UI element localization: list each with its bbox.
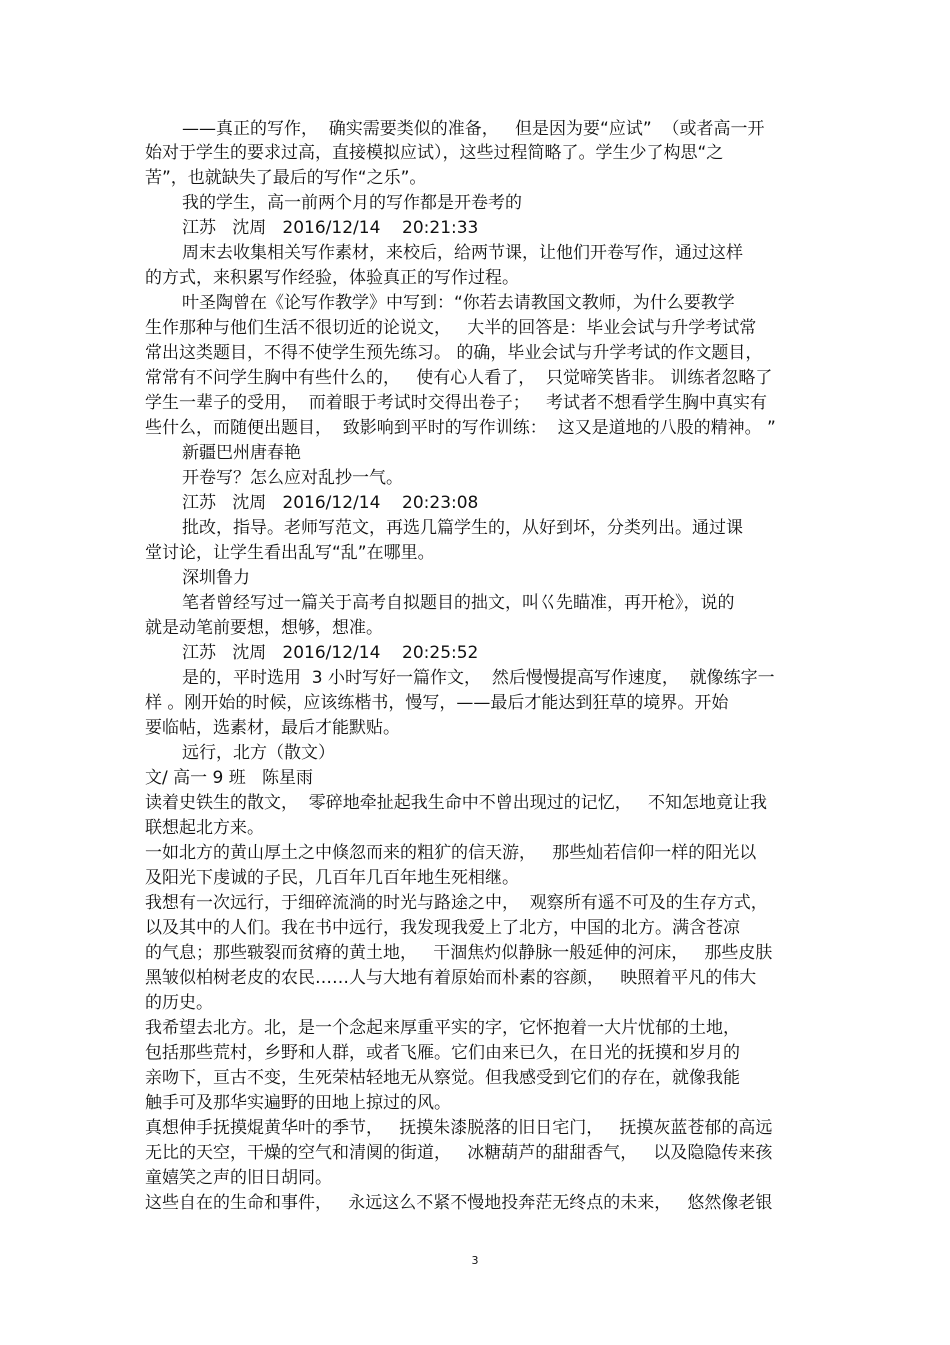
text-line: 开卷写？怎么应对乱抄一气。 bbox=[182, 468, 403, 488]
text-line: 要临帖，选素材，最后才能默贴。 bbox=[145, 718, 400, 738]
text-line: 亲吻下，亘古不变，生死荣枯轻地无从察觉。但我感受到它们的存在，就像我能 bbox=[145, 1068, 740, 1088]
text-line: 笔者曾经写过一篇关于高考自拟题目的拙文，叫巜先瞄准，再开枪》，说的 bbox=[182, 593, 735, 613]
text-line: 是的，平时选用 3 小时写好一篇作文， 然后慢慢提高写作速度， 就像练字一 bbox=[182, 668, 775, 688]
text-line: 常常有不问学生胸中有些什么的， 使有心人看了， 只觉啼笑皆非。 训练者忽略了 bbox=[145, 368, 773, 388]
text-line: 学生一辈子的受用， 而着眼于考试时交得出卷子； 考试者不想看学生胸中真实有 bbox=[145, 393, 768, 413]
text-line: 触手可及那华实遍野的田地上掠过的风。 bbox=[145, 1093, 451, 1113]
text-line: 一如北方的黄山厚土之中倏忽而来的粗犷的信天游， 那些灿若信仰一样的阳光以 bbox=[145, 843, 757, 863]
text-line: 童嬉笑之声的旧日胡同。 bbox=[145, 1168, 332, 1188]
text-line: 包括那些荒村，乡野和人群，或者飞雁。它们由来已久，在日光的抚摸和岁月的 bbox=[145, 1043, 740, 1063]
text-line: 生作那种与他们生活不很切近的论说文， 大半的回答是：毕业会试与升学考试常 bbox=[145, 318, 757, 338]
text-line: ——真正的写作， 确实需要类似的准备， 但是因为要“应试” （或者高一开 bbox=[182, 119, 765, 139]
text-line: 的历史。 bbox=[145, 993, 213, 1013]
text-line: 深圳鲁力 bbox=[182, 568, 250, 588]
text-line: 江苏 沈周 2016/12/14 20:23:08 bbox=[182, 493, 479, 513]
text-line: 江苏 沈周 2016/12/14 20:21:33 bbox=[182, 218, 479, 238]
text-line: 这些自在的生命和事件， 永远这么不紧不慢地投奔茫无终点的未来， 悠然像老银 bbox=[145, 1193, 773, 1213]
text-line: 文/ 高一 9 班 陈星雨 bbox=[145, 768, 313, 788]
text-line: 我的学生，高一前两个月的写作都是开卷考的 bbox=[182, 193, 522, 213]
text-line: 些什么，而随便出题目， 致影响到平时的写作训练： 这又是道地的八股的精神。 ” bbox=[145, 418, 776, 438]
text-line: 的方式，来积累写作经验，体验真正的写作过程。 bbox=[145, 268, 519, 288]
text-line: 苦”，也就缺失了最后的写作“之乐”。 bbox=[145, 168, 427, 188]
text-line: 常出这类题目，不得不使学生预先练习。 的确，毕业会试与升学考试的作文题目， bbox=[145, 343, 763, 363]
text-line: 就是动笔前要想，想够，想准。 bbox=[145, 618, 383, 638]
page-number: 3 bbox=[471, 1254, 479, 1267]
text-line: 读着史铁生的散文， 零碎地牵扯起我生命中不曾出现过的记忆， 不知怎地竟让我 bbox=[145, 793, 768, 813]
text-line: 江苏 沈周 2016/12/14 20:25:52 bbox=[182, 643, 479, 663]
text-line: 及阳光下虔诚的子民，几百年几百年地生死相继。 bbox=[145, 868, 519, 888]
text-line: 我想有一次远行，于细碎流淌的时光与路途之中， 观察所有遥不可及的生存方式， bbox=[145, 893, 768, 913]
text-line: 堂讨论，让学生看出乱写“乱”在哪里。 bbox=[145, 543, 435, 563]
text-line: 批改，指导。老师写范文，再选几篇学生的，从好到坏，分类列出。通过课 bbox=[182, 518, 743, 538]
text-line: 样 。刚开始的时候，应该练楷书，慢写，——最后才能达到狂草的境界。开始 bbox=[145, 693, 729, 713]
text-line: 新疆巴州唐春艳 bbox=[182, 443, 301, 463]
text-line: 我希望去北方。北，是一个念起来厚重平实的字，它怀抱着一大片忧郁的土地， bbox=[145, 1018, 740, 1038]
text-line: 联想起北方来。 bbox=[145, 818, 264, 838]
text-line: 叶圣陶曾在《论写作教学》中写到：“你若去请教国文教师，为什么要教学 bbox=[182, 293, 735, 313]
text-line: 远行，北方（散文） bbox=[182, 743, 335, 763]
text-line: 始对于学生的要求过高，直接模拟应试），这些过程简略了。学生少了构思“之 bbox=[145, 143, 724, 163]
text-line: 的气息；那些皲裂而贫瘠的黄土地， 干涸焦灼似静脉一般延伸的河床， 那些皮肤 bbox=[145, 943, 773, 963]
text-line: 真想伸手抚摸焜黄华叶的季节， 抚摸朱漆脱落的旧日宅门， 抚摸灰蓝苍郁的高远 bbox=[145, 1118, 773, 1138]
text-line: 以及其中的人们。我在书中远行，我发现我爱上了北方，中国的北方。满含苍凉 bbox=[145, 918, 740, 938]
text-line: 无比的天空，干燥的空气和清阒的街道， 冰糖葫芦的甜甜香气， 以及隐隐传来孩 bbox=[145, 1143, 773, 1163]
text-line: 黑皱似柏树老皮的农民……人与大地有着原始而朴素的容颜， 映照着平凡的伟大 bbox=[145, 968, 757, 988]
text-line: 周末去收集相关写作素材，来校后，给两节课，让他们开卷写作，通过这样 bbox=[182, 243, 743, 263]
